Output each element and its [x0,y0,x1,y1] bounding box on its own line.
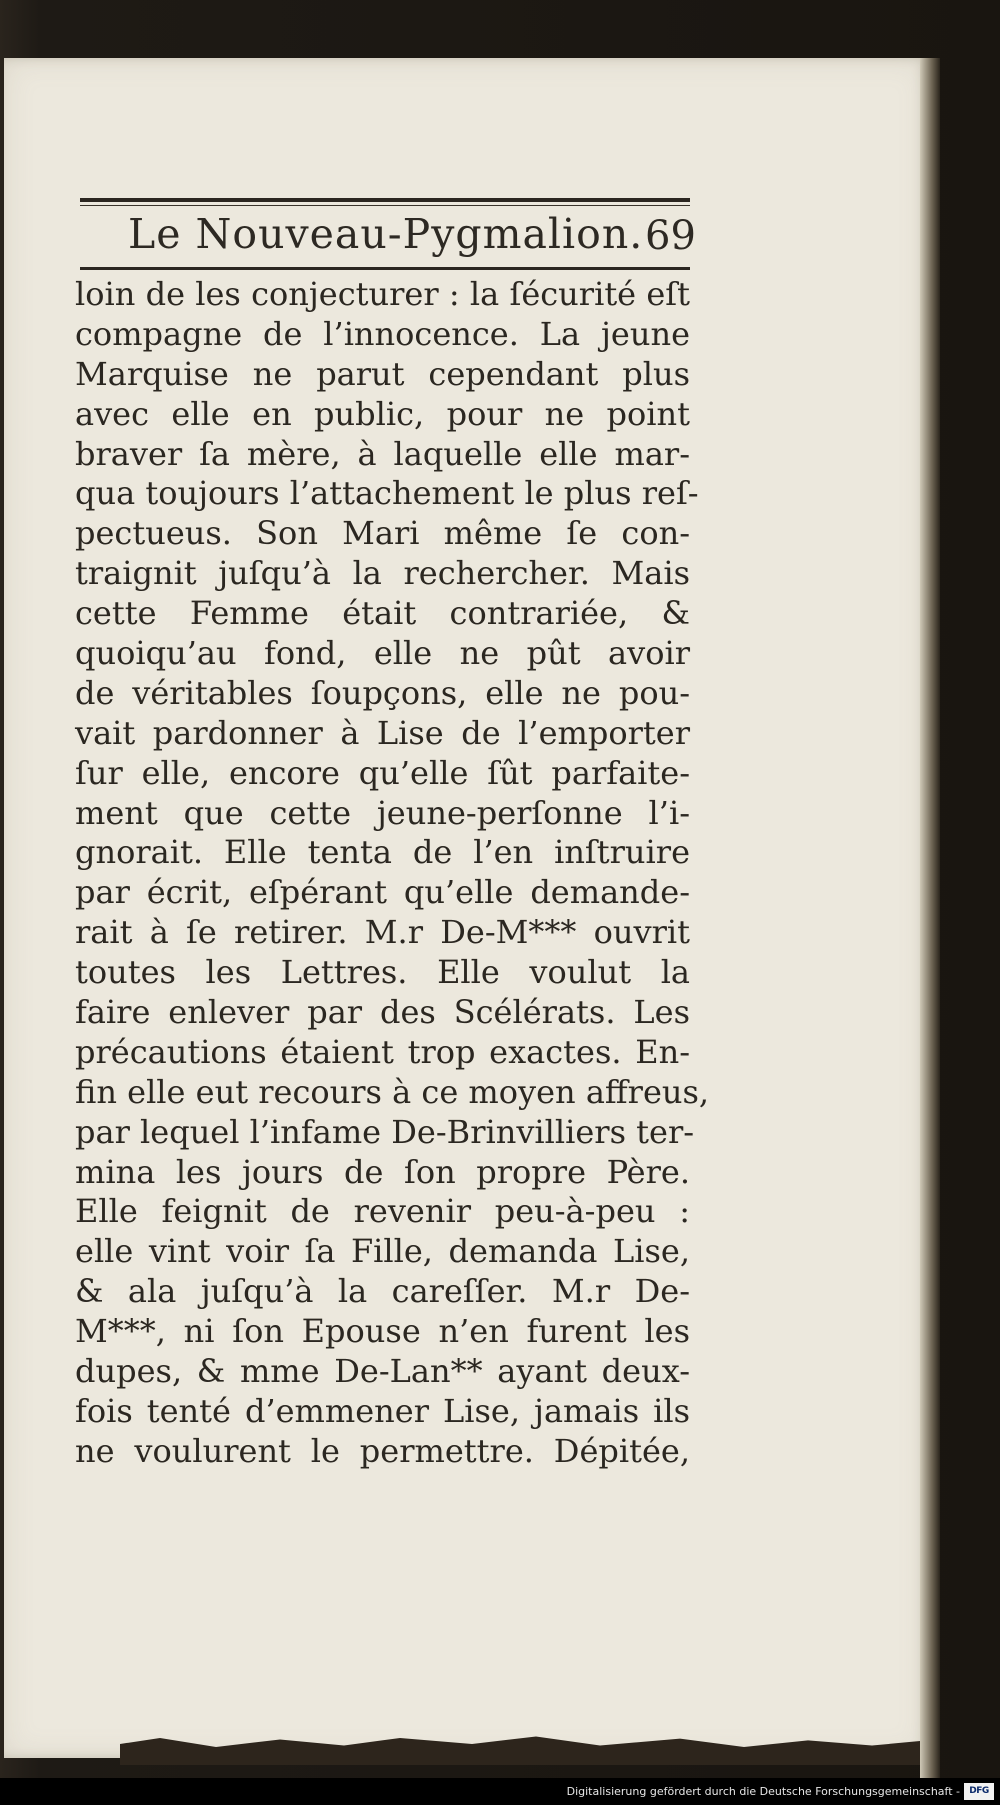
text-line: ſur elle, encore qu’elle ſût parfaite- [75,753,690,792]
dfg-logo: DFG [964,1783,994,1800]
text-line: faire enlever par des Scélérats. Les [75,993,690,1032]
header-rule-top [80,198,690,202]
text-line: Marquise ne parut cependant plus [75,354,690,393]
text-line: M***, ni ſon Epouse n’en furent les [75,1312,690,1351]
text-line: traignit juſqu’à la rechercher. Mais [75,554,690,593]
text-line: fin elle eut recours à ce moyen affreus, [75,1072,710,1111]
text-line: quoiqu’au fond, elle ne pût avoir [75,634,690,673]
text-line: ne voulurent le permettre. Dépitée, [75,1431,690,1470]
page-edge [920,58,940,1778]
text-line: gnorait. Elle tenta de l’en inſtruire [75,833,690,872]
text-line: rait à ſe retirer. M.r De-M*** ouvrit [75,913,690,952]
page-number: 69 [645,213,696,259]
text-line: ment que cette jeune-perſonne l’i- [75,793,690,832]
running-head: Le Nouveau-Pygmalion. [128,210,644,258]
text-line: dupes, & mme De-Lan** ayant deux- [75,1352,690,1391]
header-rule-bottom [80,267,690,270]
text-line: avec elle en public, pour ne point [75,394,690,433]
text-line: de véritables ſoupçons, elle ne pou- [75,673,690,712]
text-line: qua toujours l’attachement le plus reſ- [75,474,699,513]
body-text [75,275,710,1472]
text-line: mina les jours de ſon propre Père. [75,1152,690,1191]
text-line: précautions étaient trop exactes. En- [75,1032,690,1071]
text-line: vait pardonner à Lise de l’emporter [75,713,690,752]
text-line: pectueus. Son Mari même ſe con- [75,514,690,553]
text-line: & ala juſqu’à la careſſer. M.r De- [75,1272,690,1311]
text-line: elle vint voir ſa Fille, demanda Lise, [75,1232,690,1271]
text-line: Elle feignit de revenir peu-à-peu : [75,1192,690,1231]
text-line: compagne de l’innocence. La jeune [75,314,690,353]
text-line: par lequel l’infame De-Brinvilliers ter- [75,1112,695,1151]
text-line: fois tenté d’emmener Lise, jamais ils [75,1391,690,1430]
text-line: braver ſa mère, à laquelle elle mar- [75,434,690,473]
text-line: cette Femme était contrariée, & [75,594,690,633]
text-line: toutes les Lettres. Elle voulut la [75,953,690,992]
funding-credit: Digitalisierung gefördert durch die Deutsche Forschungsgemeinschaft - [566,1785,960,1798]
text-line: par écrit, eſpérant qu’elle demande- [75,873,690,912]
text-line: loin de les conjecturer : la ſécurité eſt [75,275,690,313]
